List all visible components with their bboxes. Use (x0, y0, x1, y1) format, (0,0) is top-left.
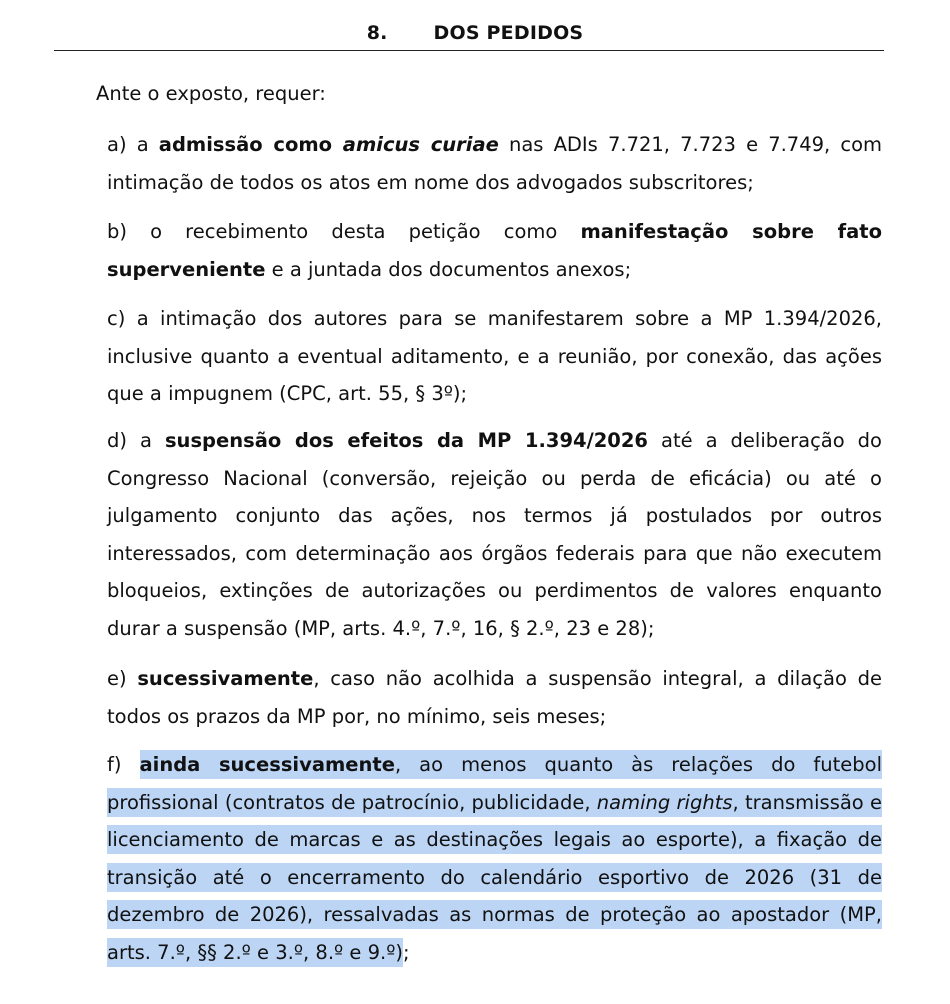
item-emphasis-bold: suspensão dos efeitos da MP 1.394/2026 (164, 429, 648, 452)
item-text: o recebimento desta petição como (127, 220, 581, 243)
item-text: até a deliberação do Congresso Nacional (conversão, rejeição ou perda de eficácia) ou até o julgamento conjunto das ações, nos termos já postulados por outros interessados, com determinação aos órgãos federais para que não executem bloqueios, extinções de autorizações ou perdimentos de valores enquanto durar a suspensão (MP, arts. 4.º, 7.º, 16, § 2.º, 23 e 28); (107, 429, 882, 640)
item-text (127, 667, 138, 690)
item-letter: a) (107, 133, 127, 156)
highlighted-item-text: , ao menos quanto às relações do futebol profissional (contratos de patrocínio, publicidade, (107, 750, 882, 817)
section-title: DOS PEDIDOS (433, 22, 584, 44)
item-emphasis-bold: amicus curiae (342, 133, 499, 156)
item-letter: c) (107, 307, 126, 330)
highlighted-item-emphasis-italic: naming rights (597, 788, 733, 817)
request-item-f[interactable] (107, 746, 882, 971)
request-item-e[interactable] (107, 660, 882, 735)
highlighted-item-emphasis-bold: ainda sucessivamente (140, 750, 395, 779)
item-emphasis-bold: manifestação sobre fato superveniente (107, 220, 882, 281)
item-letter: f) (107, 753, 122, 776)
request-item-c[interactable] (107, 300, 882, 413)
item-text: a (126, 133, 159, 156)
intro-text: Ante o exposto, requer: (96, 82, 326, 105)
item-text: , caso não acolhida a suspensão integral, a dilação de todos os prazos da MP por, no mínimo, seis meses; (107, 667, 882, 728)
item-text: a (127, 429, 165, 452)
item-text (121, 753, 139, 776)
highlighted-item-text: , transmissão e licenciamento de marcas e as destinações legais ao esporte), a fixação de transição até o encerramento do calendário esportivo de 2026 (31 de dezembro de 2026), ressalvadas as normas de proteção ao apostador (MP, arts. 7.º, §§ 2.º e 3.º, 8.º e 9.º) (107, 788, 882, 967)
request-item-a[interactable] (107, 126, 882, 201)
heading-underline (54, 50, 884, 51)
section-number: 8. (366, 22, 388, 44)
item-text: ; (403, 940, 410, 964)
item-emphasis-bold: admissão como (158, 133, 343, 156)
item-letter: d) (107, 429, 127, 452)
item-text: a intimação dos autores para se manifestarem sobre a MP 1.394/2026, inclusive quanto a eventual aditamento, e a reunião, por conexão, das ações que a impugnem (CPC, art. 55, § 3º); (107, 307, 882, 405)
request-item-b[interactable] (107, 213, 882, 288)
item-emphasis-bold: sucessivamente (137, 667, 314, 690)
item-text: nas ADIs 7.721, 7.723 e 7.749, com intimação de todos os atos em nome dos advogados subscritores; (107, 133, 882, 194)
section-heading (0, 22, 950, 44)
item-letter: e) (107, 667, 127, 690)
item-text: e a juntada dos documentos anexos; (265, 257, 632, 281)
request-item-d[interactable] (107, 422, 882, 647)
item-letter: b) (107, 220, 127, 243)
